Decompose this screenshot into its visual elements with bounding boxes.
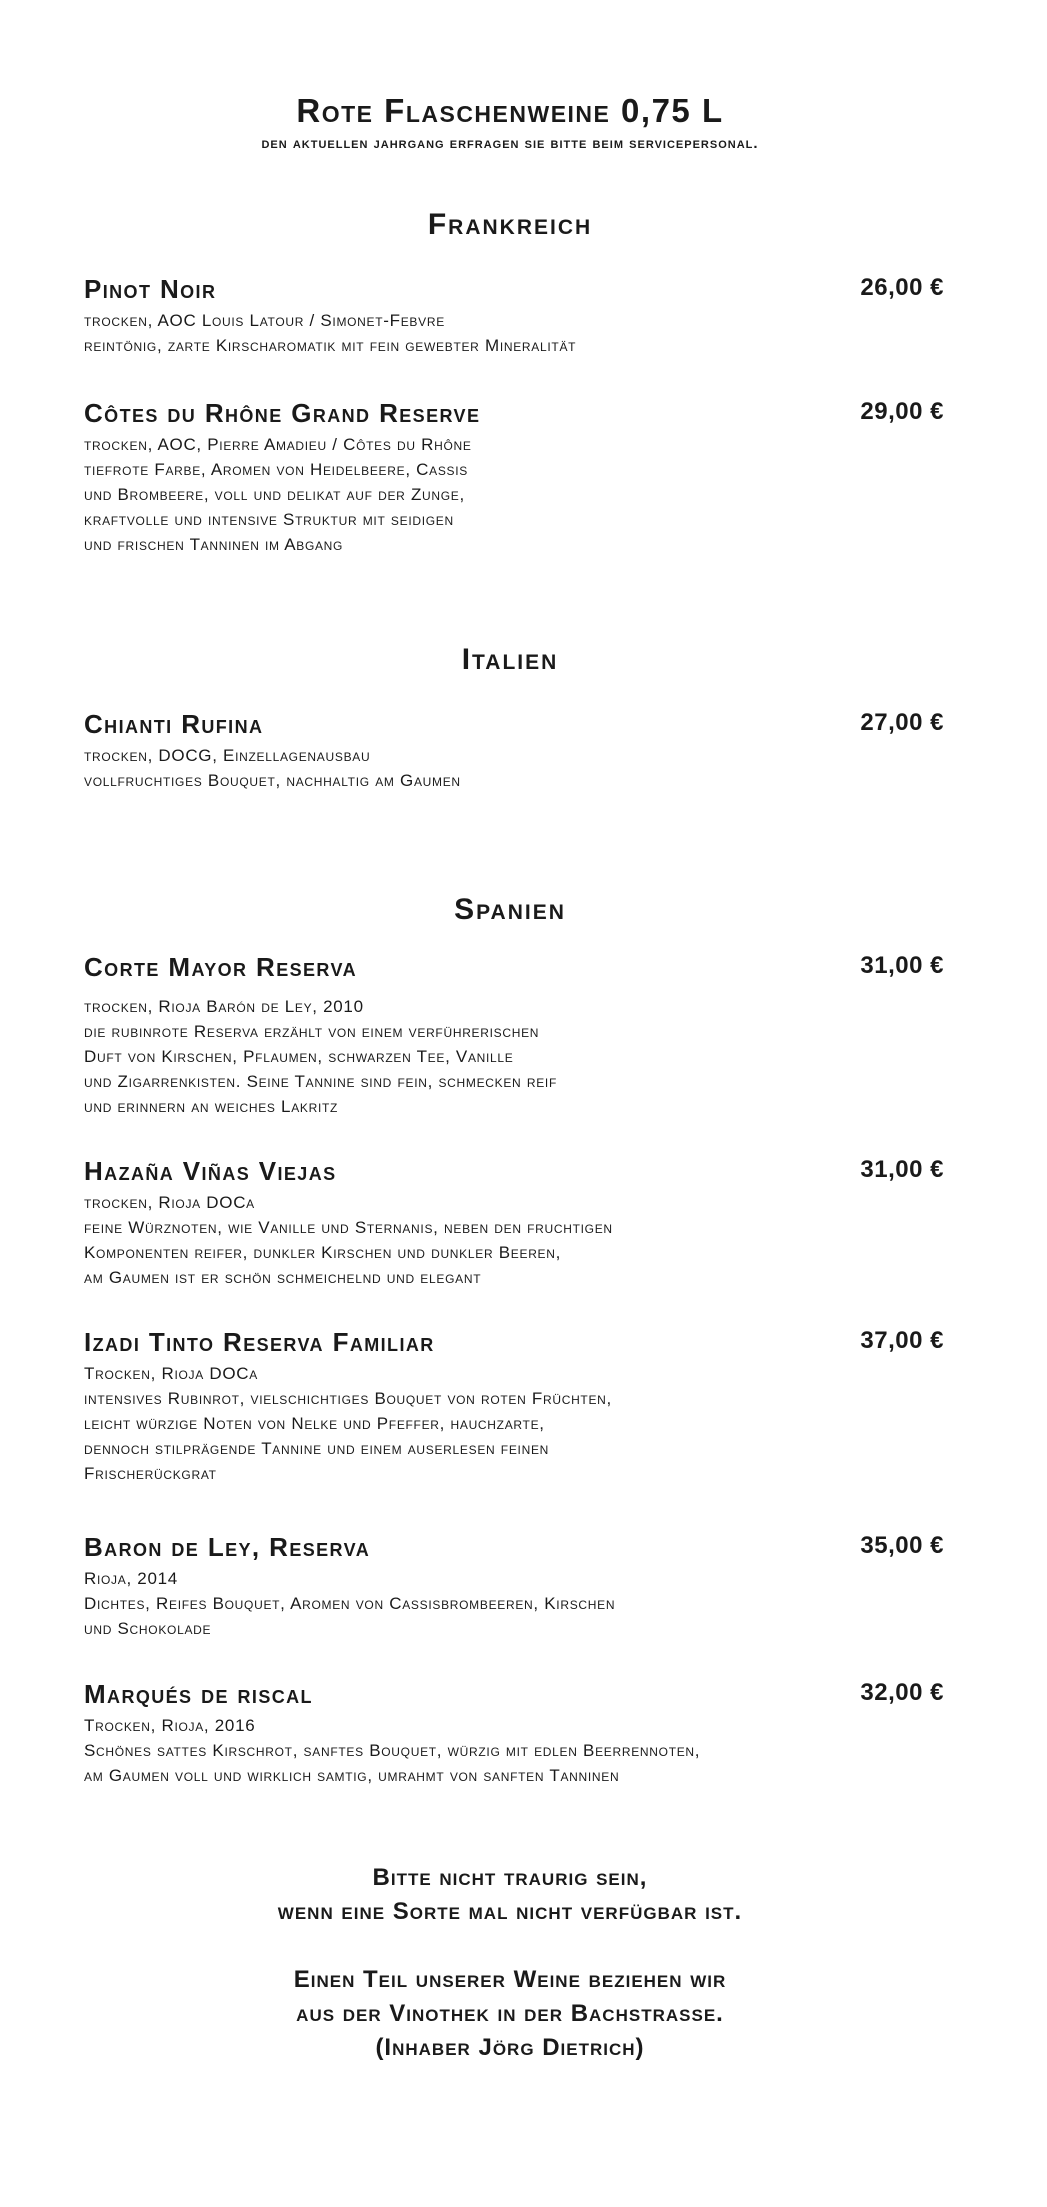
wine-description (84, 1713, 944, 1788)
wine-description (84, 743, 944, 793)
wine-price: 26,00 € (860, 274, 944, 301)
wine-price: 29,00 € (860, 398, 944, 425)
wine-price: 37,00 € (860, 1327, 944, 1354)
wine-item (84, 952, 944, 1119)
wine-description-line: trocken, DOCG, Einzellagenausbau (84, 746, 371, 765)
wine-item (84, 1156, 944, 1290)
wine-description-line: feine Würznoten, wie Vanille und Sternanis, neben den fruchtigen (84, 1218, 613, 1237)
wine-description-line: kraftvolle und intensive Struktur mit seidigen (84, 510, 454, 529)
footer-line: aus der Vinothek in der Bachstrasse. (296, 2000, 724, 2027)
wine-name: Chianti Rufina (84, 709, 264, 739)
wine-name: Pinot Noir (84, 274, 217, 304)
wine-description-line: vollfruchtiges Bouquet, nachhaltig am Gaumen (84, 771, 461, 790)
wine-name: Izadi Tinto Reserva Familiar (84, 1327, 435, 1357)
wine-item (84, 1532, 944, 1641)
wine-description-line: am Gaumen voll und wirklich samtig, umrahmt von sanften Tanninen (84, 1766, 620, 1785)
wine-price: 31,00 € (860, 952, 944, 979)
footer-line: Bitte nicht traurig sein, (372, 1864, 648, 1891)
wine-description-line: Schönes sattes Kirschrot, sanftes Bouquet, würzig mit edlen Beerrennoten, (84, 1741, 701, 1760)
wine-item (84, 274, 944, 358)
wine-description-line: trocken, AOC Louis Latour / Simonet-Febvre (84, 311, 445, 330)
wine-description-line: und erinnern an weiches Lakritz (84, 1097, 339, 1116)
wine-description (84, 308, 944, 358)
wine-description-line: Rioja, 2014 (84, 1569, 178, 1588)
wine-description-line: die rubinrote Reserva erzählt von einem verführerischen (84, 1022, 540, 1041)
wine-description-line: reintönig, zarte Kirscharomatik mit fein gewebter Mineralität (84, 336, 577, 355)
wine-item (84, 1679, 944, 1788)
wine-description-line: Trocken, Rioja DOCa (84, 1364, 258, 1383)
wine-item (84, 1327, 944, 1486)
wine-item (84, 398, 944, 557)
footer-line: (Inhaber Jörg Dietrich) (375, 2034, 645, 2061)
section-heading-italien: Italien (461, 643, 559, 676)
footer-line: wenn eine Sorte mal nicht verfügbar ist. (277, 1898, 743, 1925)
section-heading-spanien: Spanien (454, 893, 566, 926)
wine-description (84, 994, 944, 1119)
wine-name: Baron de Ley, Reserva (84, 1532, 371, 1562)
wine-name: Côtes du Rhône Grand Reserve (84, 398, 481, 428)
wine-description (84, 1190, 944, 1290)
page-title: Rote Flaschenweine 0,75 L (296, 92, 724, 129)
wine-price: 31,00 € (860, 1156, 944, 1183)
footer-note (0, 1861, 1020, 2065)
wine-description-line: und Schokolade (84, 1619, 212, 1638)
wine-description-line: tiefrote Farbe, Aromen von Heidelbeere, Cassis (84, 460, 468, 479)
wine-description-line: trocken, Rioja DOCa (84, 1193, 255, 1212)
wine-description-line: und Brombeere, voll und delikat auf der Zunge, (84, 485, 465, 504)
wine-description-line: Frischerückgrat (84, 1464, 217, 1483)
wine-name: Hazaña Viñas Viejas (84, 1156, 337, 1186)
footer-line: Einen Teil unserer Weine beziehen wir (293, 1966, 727, 1993)
wine-name: Marqués de riscal (84, 1679, 313, 1709)
wine-description (84, 432, 944, 557)
wine-price: 32,00 € (860, 1679, 944, 1706)
wine-description-line: leicht würzige Noten von Nelke und Pfeffer, hauchzarte, (84, 1414, 545, 1433)
wine-description-line: dennoch stilprägende Tannine und einem auserlesen feinen (84, 1439, 550, 1458)
wine-description-line: Trocken, Rioja, 2016 (84, 1716, 256, 1735)
page-subtitle: den aktuellen jahrgang erfragen sie bitte beim servicepersonal. (261, 135, 759, 152)
wine-description-line: und Zigarrenkisten. Seine Tannine sind fein, schmecken reif (84, 1072, 557, 1091)
wine-description (84, 1361, 944, 1486)
wine-description-line: trocken, AOC, Pierre Amadieu / Côtes du Rhône (84, 435, 472, 454)
wine-description (84, 1566, 944, 1641)
wine-description-line: trocken, Rioja Barón de Ley, 2010 (84, 997, 364, 1016)
wine-description-line: intensives Rubinrot, vielschichtiges Bouquet von roten Früchten, (84, 1389, 612, 1408)
wine-description-line: am Gaumen ist er schön schmeichelnd und elegant (84, 1268, 482, 1287)
wine-description-line: Duft von Kirschen, Pflaumen, schwarzen Tee, Vanille (84, 1047, 514, 1066)
wine-name: Corte Mayor Reserva (84, 952, 357, 982)
section-heading-frankreich: Frankreich (427, 208, 593, 241)
wine-price: 35,00 € (860, 1532, 944, 1559)
wine-description-line: Dichtes, Reifes Bouquet, Aromen von Cassisbrombeeren, Kirschen (84, 1594, 616, 1613)
wine-description-line: Komponenten reifer, dunkler Kirschen und dunkler Beeren, (84, 1243, 562, 1262)
wine-description-line: und frischen Tanninen im Abgang (84, 535, 344, 554)
wine-price: 27,00 € (860, 709, 944, 736)
wine-item (84, 709, 944, 793)
